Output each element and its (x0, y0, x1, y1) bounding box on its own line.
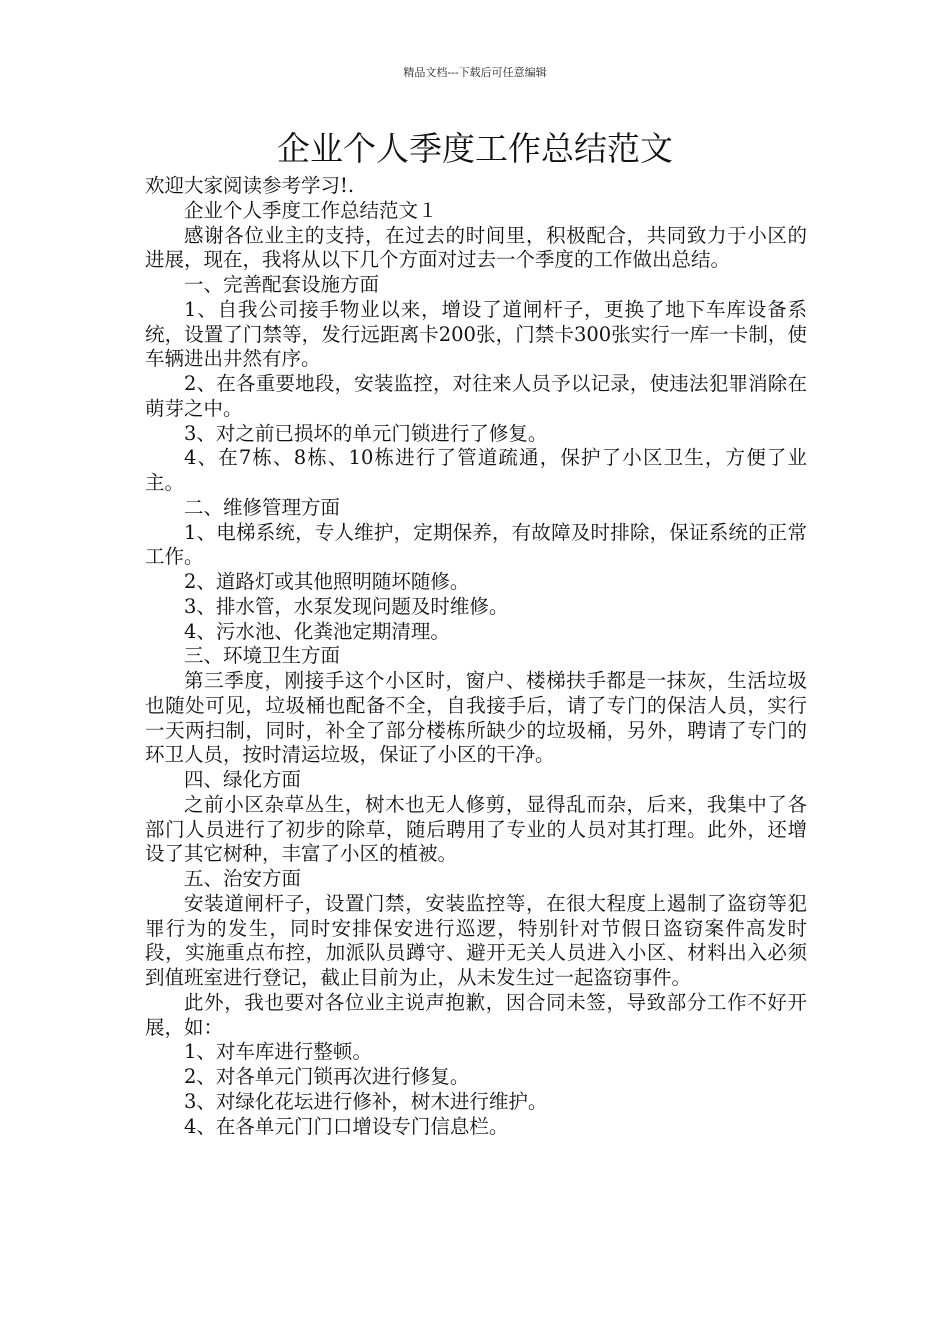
list-item: 4、在各单元门门口增设专门信息栏。 (184, 1114, 509, 1138)
list-item: 3、对之前已损坏的单元门锁进行了修复。 (184, 421, 548, 445)
intro-line: 欢迎大家阅读参考学习!. (145, 174, 355, 197)
section-heading: 四、绿化方面 (184, 768, 302, 791)
header-note: 精品文档---下载后可任意编辑 (403, 66, 547, 79)
list-item: 2、道路灯或其他照明随坏随修。 (184, 570, 470, 593)
section-heading: 一、完善配套设施方面 (184, 273, 380, 296)
list-item: 2、在各重要地段，安装监控，对往来人员予以记录，使违法犯罪消除在萌芽之中。 (145, 372, 807, 420)
list-item: 1、自我公司接手物业以来，增设了道闸杆子，更换了地下车库设备系统，设置了门禁等，发行远距离卡200张，门禁卡300张实行一库一卡制，使车辆进出井然有序。 (145, 297, 807, 371)
subtitle: 企业个人季度工作总结范文１ (184, 198, 438, 222)
list-item: 4、在7栋、8栋、10栋进行了管道疏通，保护了小区卫生，方便了业主。 (145, 446, 807, 494)
list-item: 1、电梯系统，专人维护，定期保养，有故障及时排除，保证系统的正常工作。 (145, 520, 807, 569)
list-item: 3、排水管，水泵发现问题及时维修。 (184, 594, 509, 618)
list-item: 3、对绿化花坛进行修补，树木进行维护。 (184, 1089, 548, 1113)
list-item: 1、对车库进行整顿。 (184, 1040, 372, 1064)
section-heading: 二、维修管理方面 (184, 495, 341, 519)
section-heading: 五、治安方面 (184, 867, 302, 890)
paragraph: 之前小区杂草丛生，树木也无人修剪，显得乱而杂，后来，我集中了各部门人员进行了初步的除草，随后聘用了专业的人员对其打理。此外，还增设了其它树种，丰富了小区的植被。 (145, 792, 807, 866)
list-item: 2、对各单元门锁再次进行修复。 (184, 1065, 470, 1088)
document-title: 企业个人季度工作总结范文 (277, 129, 673, 168)
paragraph: 感谢各位业主的支持，在过去的时间里，积极配合，共同致力于小区的进展，现在，我将从以下几个方面对过去一个季度的工作做出总结。 (145, 223, 807, 272)
document-body (145, 174, 807, 1139)
paragraph: 第三季度，刚接手这个小区时，窗户、楼梯扶手都是一抹灰，生活垃圾也随处可见，垃圾桶也配备不全，自我接手后，请了专门的保洁人员，实行一天两扫制，同时，补全了部分楼栋所缺少的垃圾桶，另外，聘请了专门的环卫人员，按时清运垃圾，保证了小区的干净。 (145, 669, 807, 767)
paragraph: 安装道闸杆子，设置门禁，安装监控等，在很大程度上遏制了盗窃等犯罪行为的发生，同时安排保安进行巡逻，特别针对节假日盗窃案件高发时段，实施重点布控，加派队员蹲守、避开无关人员进入小区、材料出入必须到值班室进行登记，截止目前为止，从未发生过一起盗窃事件。 (145, 891, 807, 989)
section-heading: 三、环境卫生方面 (184, 644, 341, 668)
paragraph: 此外，我也要对各位业主说声抱歉，因合同未签，导致部分工作不好开展，如： (145, 990, 807, 1039)
list-item: 4、污水池、化粪池定期清理。 (184, 619, 450, 643)
